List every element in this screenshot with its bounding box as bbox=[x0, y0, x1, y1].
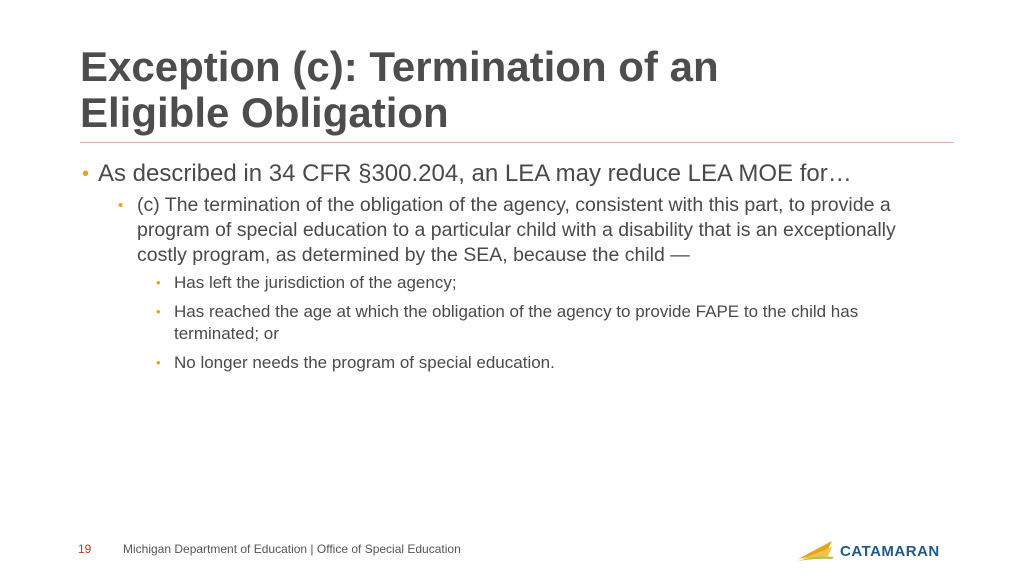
bullet-level-1 bbox=[80, 158, 960, 190]
bullet-level-2 bbox=[118, 193, 947, 268]
sub-bullet-2 bbox=[156, 301, 934, 345]
catamaran-logo bbox=[796, 537, 956, 563]
page-number: 19 bbox=[78, 542, 92, 556]
sub-bullet-1-text: Has left the jurisdiction of the agency; bbox=[174, 273, 457, 292]
slide-title bbox=[80, 44, 960, 136]
bullet-dot-icon: • bbox=[156, 355, 161, 370]
bullet-dot-icon: • bbox=[82, 163, 90, 185]
sub-bullet-1 bbox=[156, 272, 934, 294]
slide-title-line-1: Exception (c): Termination of an bbox=[80, 43, 719, 90]
footer-org-text: Michigan Department of Education | Office of Special Education bbox=[123, 542, 461, 556]
sail-swoosh-icon bbox=[798, 541, 834, 561]
sub-bullet-3 bbox=[156, 352, 934, 374]
bullet-dot-icon: • bbox=[156, 304, 161, 319]
title-divider bbox=[80, 142, 954, 143]
bullet-level-2-text: (c) The termination of the obligation of the agency, consistent with this part, to provide a program of special education to a particular child with a disability that is an exceptionally costly program, as determined by the SEA, because the child — bbox=[137, 194, 896, 266]
bullet-dot-icon: • bbox=[118, 197, 124, 214]
slide-body bbox=[80, 158, 960, 381]
logo-wordmark: CATAMARAN bbox=[840, 543, 940, 560]
bullet-level-1-text: As described in 34 CFR §300.204, an LEA may reduce LEA MOE for… bbox=[98, 160, 852, 187]
sub-bullet-2-text: Has reached the age at which the obligation of the agency to provide FAPE to the child has terminated; or bbox=[174, 302, 859, 343]
sub-bullet-3-text: No longer needs the program of special education. bbox=[174, 353, 555, 372]
bullet-dot-icon: • bbox=[156, 275, 161, 290]
slide-title-line-2: Eligible Obligation bbox=[80, 89, 449, 136]
